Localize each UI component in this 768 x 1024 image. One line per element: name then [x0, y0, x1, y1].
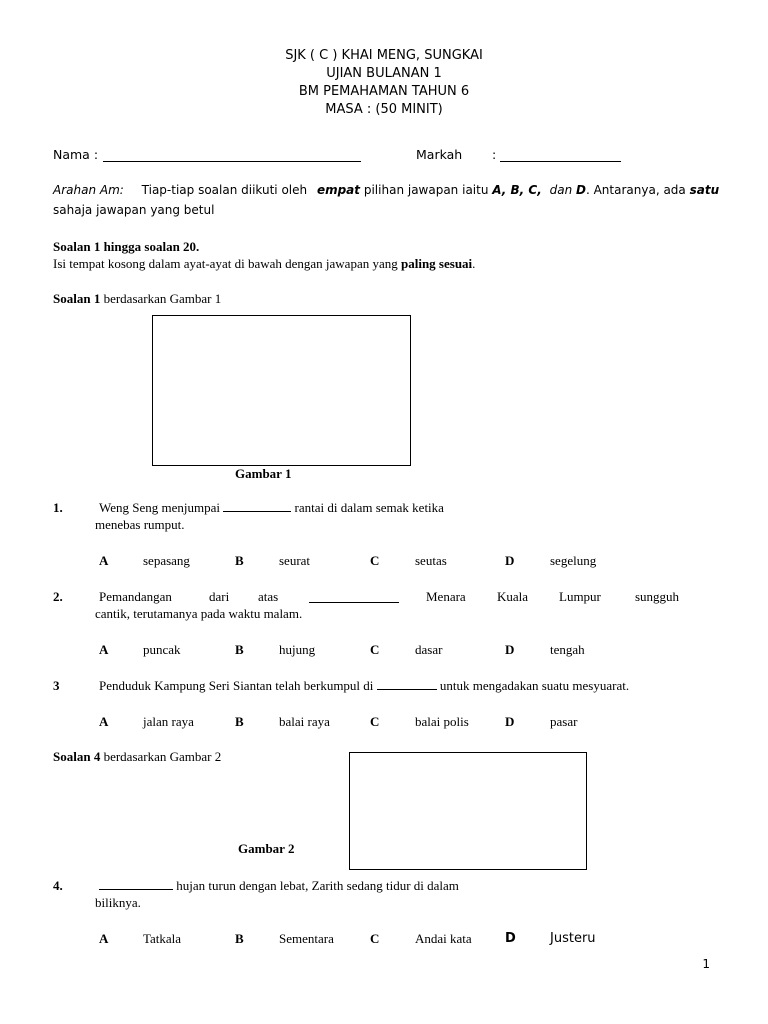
gambar2-image-box — [349, 752, 587, 870]
q1-option-c-letter[interactable]: C — [370, 553, 380, 568]
school-name: SJK ( C ) KHAI MENG, SUNGKAI — [285, 48, 483, 63]
q3-blank — [377, 688, 437, 690]
q4-option-b-text[interactable]: Sementara — [279, 931, 334, 946]
q4-option-d-letter[interactable]: D — [505, 931, 516, 946]
q3-option-b-text[interactable]: balai raya — [279, 714, 330, 729]
arahan-text1: Tiap-tiap soalan diikuti oleh — [141, 183, 308, 197]
q1-option-b-letter[interactable]: B — [235, 553, 244, 568]
q2-word-1: Pemandangan — [99, 589, 172, 604]
q4-option-a-text[interactable]: Tatkala — [143, 931, 182, 946]
gambar1-ref-text: berdasarkan Gambar 1 — [103, 291, 222, 306]
q1-option-d-letter[interactable]: D — [505, 553, 515, 568]
q2-word-2: dari — [209, 589, 230, 604]
time-allowed: MASA : (50 MINIT) — [325, 102, 443, 117]
question-2-line2: cantik, terutamanya pada waktu malam. — [95, 606, 303, 621]
q2-blank — [309, 602, 399, 603]
gambar1-caption: Gambar 1 — [235, 466, 292, 481]
arahan-text2: pilihan jawapan iaitu — [363, 183, 489, 197]
arahan-satu: satu — [689, 183, 720, 197]
arahan-line1 — [53, 183, 719, 197]
q2-option-a-text[interactable]: puncak — [143, 642, 181, 657]
q3-option-d-letter[interactable]: D — [505, 714, 515, 729]
q1-text-post: rantai di dalam semak ketika — [294, 500, 444, 515]
gambar2-ref-bold: Soalan 4 — [53, 749, 101, 764]
question-4-line1 — [99, 878, 459, 894]
question-1-line1 — [99, 500, 444, 516]
question-4-number: 4. — [53, 878, 63, 893]
q1-option-b-text[interactable]: seurat — [279, 553, 311, 568]
q3-option-c-text[interactable]: balai polis — [415, 714, 469, 729]
nama-blank[interactable] — [103, 161, 361, 162]
gambar2-caption: Gambar 2 — [238, 841, 295, 856]
nama-label: Nama : — [53, 147, 99, 162]
question-3-line1 — [99, 678, 629, 694]
section-instruction — [53, 256, 475, 272]
q2-word-5: Kuala — [497, 589, 529, 604]
q2-option-b-text[interactable]: hujung — [279, 642, 316, 657]
gambar1-ref-bold: Soalan 1 — [53, 291, 101, 306]
gambar1-reference — [53, 291, 221, 307]
q3-option-d-text[interactable]: pasar — [550, 714, 578, 729]
instruction-end: . — [472, 256, 476, 271]
q2-option-c-text[interactable]: dasar — [415, 642, 443, 657]
q3-text-pre: Penduduk Kampung Seri Siantan telah berkumpul di — [99, 678, 374, 693]
markah-blank[interactable] — [500, 161, 621, 162]
q4-option-b-letter[interactable]: B — [235, 931, 244, 946]
q2-option-d-letter[interactable]: D — [505, 642, 515, 657]
subject-title: BM PEMAHAMAN TAHUN 6 — [298, 84, 470, 99]
arahan-dan: dan — [549, 183, 573, 197]
q3-option-b-letter[interactable]: B — [235, 714, 244, 729]
q2-word-4: Menara — [426, 589, 466, 604]
gambar2-reference — [53, 749, 221, 765]
arahan-d: D — [576, 183, 586, 197]
q1-option-c-text[interactable]: seutas — [415, 553, 447, 568]
q2-word-3: atas — [258, 589, 279, 604]
instruction-text: Isi tempat kosong dalam ayat-ayat di bawah dengan jawapan yang — [53, 256, 398, 271]
document-header — [0, 47, 768, 119]
q3-text-post: untuk mengadakan suatu mesyuarat. — [439, 678, 630, 693]
arahan-abc: A, B, C, — [492, 183, 542, 197]
arahan-label: Arahan Am: — [53, 183, 124, 197]
q4-text-post: hujan turun dengan lebat, Zarith sedang tidur di dalam — [176, 878, 459, 893]
gambar2-ref-text: berdasarkan Gambar 2 — [103, 749, 222, 764]
arahan-text3: . Antaranya, ada — [585, 183, 686, 197]
markah-label: Markah — [416, 147, 463, 162]
question-3-number: 3 — [53, 678, 60, 693]
instruction-bold: paling sesuai — [401, 256, 473, 271]
q4-option-a-letter[interactable]: A — [99, 931, 109, 946]
q4-option-c-text[interactable]: Andai kata — [415, 931, 472, 946]
arahan-line2: sahaja jawapan yang betul — [53, 203, 215, 217]
q1-text-pre: Weng Seng menjumpai — [99, 500, 220, 515]
q2-option-c-letter[interactable]: C — [370, 642, 380, 657]
q4-blank — [99, 888, 173, 890]
q1-option-a-letter[interactable]: A — [99, 553, 109, 568]
question-1-number: 1. — [53, 500, 63, 515]
q2-word-6: Lumpur — [559, 589, 601, 604]
q2-option-b-letter[interactable]: B — [235, 642, 244, 657]
gambar1-image-box — [152, 315, 411, 466]
q1-option-a-text[interactable]: sepasang — [143, 553, 190, 568]
question-1-line2: menebas rumput. — [95, 517, 185, 532]
q4-option-d-text[interactable]: Justeru — [550, 931, 596, 946]
arahan-empat: empat — [316, 183, 361, 197]
section-title: Soalan 1 hingga soalan 20. — [53, 239, 200, 254]
q2-option-a-letter[interactable]: A — [99, 642, 109, 657]
markah-colon: : — [492, 147, 497, 162]
page-number: 1 — [702, 957, 710, 971]
question-2-number: 2. — [53, 589, 63, 604]
q4-option-c-letter[interactable]: C — [370, 931, 380, 946]
q3-option-c-letter[interactable]: C — [370, 714, 380, 729]
q3-option-a-letter[interactable]: A — [99, 714, 109, 729]
exam-title: UJIAN BULANAN 1 — [326, 66, 442, 81]
q2-option-d-text[interactable]: tengah — [550, 642, 585, 657]
q1-option-d-text[interactable]: segelung — [550, 553, 597, 568]
q1-blank — [223, 510, 291, 512]
q2-word-7: sungguh — [635, 589, 680, 604]
q3-option-a-text[interactable]: jalan raya — [143, 714, 194, 729]
question-4-line2: biliknya. — [95, 895, 141, 910]
